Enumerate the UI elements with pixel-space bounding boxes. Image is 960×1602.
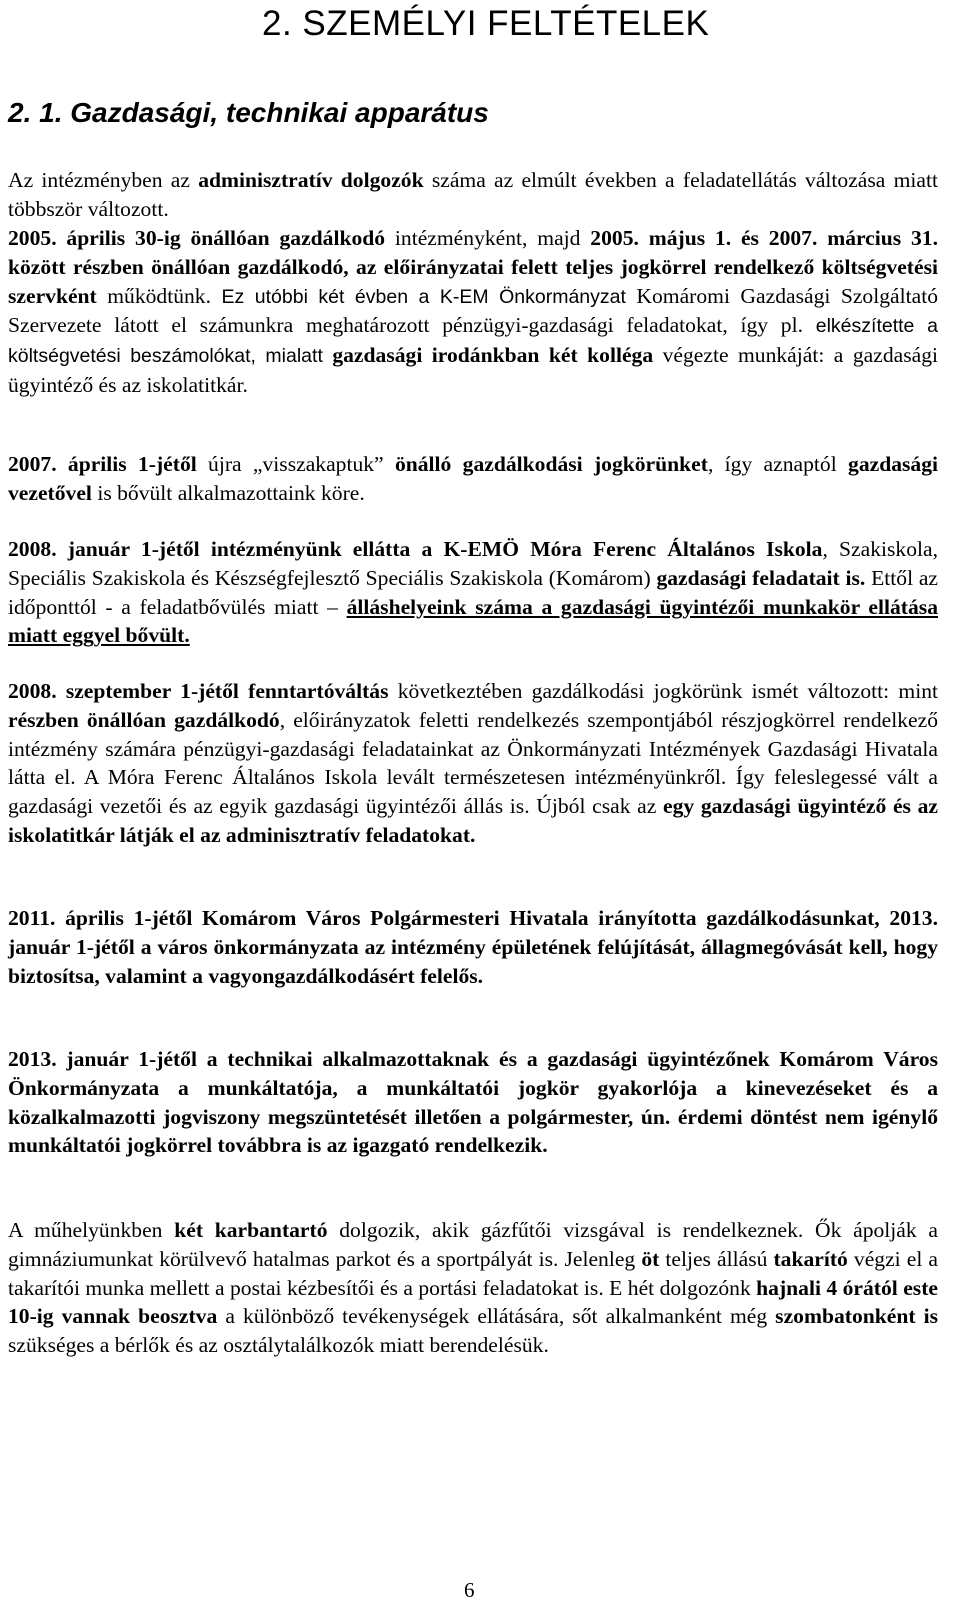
chapter-title: 2. SZEMÉLYI FELTÉTELEK — [262, 4, 710, 43]
paragraph-2005: 2005. április 30-ig önállóan gazdálkodó intézményként, majd 2005. május 1. és 2007. március 31. között részben önállóan gazdálkodó, az előirányzatai felett teljes jogkörrel rendelkező költségvetési szervként működtünk. Ez utóbbi két évben a K-EM Önkormányzat Komáromi Gazdasági Szolgáltató Szervezete látott el számunkra meghatározott pénzügyi-gazdasági feladatokat, így pl. elkészítette a költségvetési beszámolókat, mialatt gazdasági irodánkban két kolléga végezte munkáját: a gazdasági ügyintéző és az iskolatitkár. — [8, 226, 939, 397]
paragraph-2008-september: 2008. szeptember 1-jétől fenntartóváltás következtében gazdálkodási jogkörünk ismét változott: mint részben önállóan gazdálkodó, előirányzatok feletti rendelkezés szempontjából részjogkörrel rendelkező intézmény számára pénzügyi-gazdasági feladatainkat az Önkormányzati Intézmények Gazdasági Hivatala látta el. A Móra Ferenc Általános Iskola levált természetesen intézményünkről. Így feleslegessé vált a gazdasági vezetői és az egyik gazdasági ügyintézői állás is. Újból csak az egy gazdasági ügyintéző és az iskolatitkár látják el az adminisztratív feladatokat. — [8, 679, 938, 847]
paragraph-2007: 2007. április 1-jétől újra „visszakaptuk” önálló gazdálkodási jogkörünket, így aznaptól gazdasági vezetővel is bővült alkalmazottaink köre. — [8, 452, 938, 505]
section-title: 2. 1. Gazdasági, technikai apparátus — [8, 97, 489, 128]
paragraph-2013: 2013. január 1-jétől a technikai alkalmazottaknak és a gazdasági ügyintézőnek Komárom Város Önkormányzata a munkáltatója, a munkáltatói jogkör gyakorlója a kinevezéseket és a közalkalmazotti jogviszony megszüntetését illetően a polgármester, ún. érdemi döntést nem igénylő munkáltatói jogkörrel továbbra is az igazgató rendelkezik. — [8, 1047, 938, 1158]
paragraph-2008-january: 2008. január 1-jétől intézményünk ellátta a K-EMÖ Móra Ferenc Általános Iskola, Szakiskola, Speciális Szakiskola és Készségfejlesztő Speciális Szakiskola (Komárom) gazdasági feladatait is. Ettől az időponttól - a feladatbővülés miatt – álláshelyeink száma a gazdasági ügyintézői munkakör ellátása miatt eggyel bővült. — [8, 537, 939, 648]
paragraph-workshop: A műhelyünkben két karbantartó dolgozik, akik gázfűtői vizsgával is rendelkeznek. Ők ápolják a gimnáziumunkat körülvevő hatalmas parkot és a sportpályát is. Jelenleg öt teljes állású takarító végzi el a takarítói munka mellett a postai kézbesítői és a portási feladatokat is. E hét dolgozónk hajnali 4 órától este 10-ig vannak beosztva a különböző tevékenységek ellátására, sőt alkalmanként még szombatonként is szükséges a bérlők és az osztálytalálkozók miatt berendelésük. — [8, 1218, 938, 1358]
paragraph-staff-intro: Az intézményben az adminisztratív dolgozók száma az elmúlt években a feladatellátás változása miatt többször változott. — [8, 168, 938, 221]
paragraph-2011: 2011. április 1-jétől Komárom Város Polgármesteri Hivatala irányította gazdálkodásunkat, 2013. január 1-jétől a város önkormányzata az intézmény épületének felújítását, állagmegóvását kell, hogy biztosítsa, valamint a vagyongazdálkodásért felelős. — [8, 906, 938, 988]
page-number: 6 — [464, 1578, 475, 1602]
